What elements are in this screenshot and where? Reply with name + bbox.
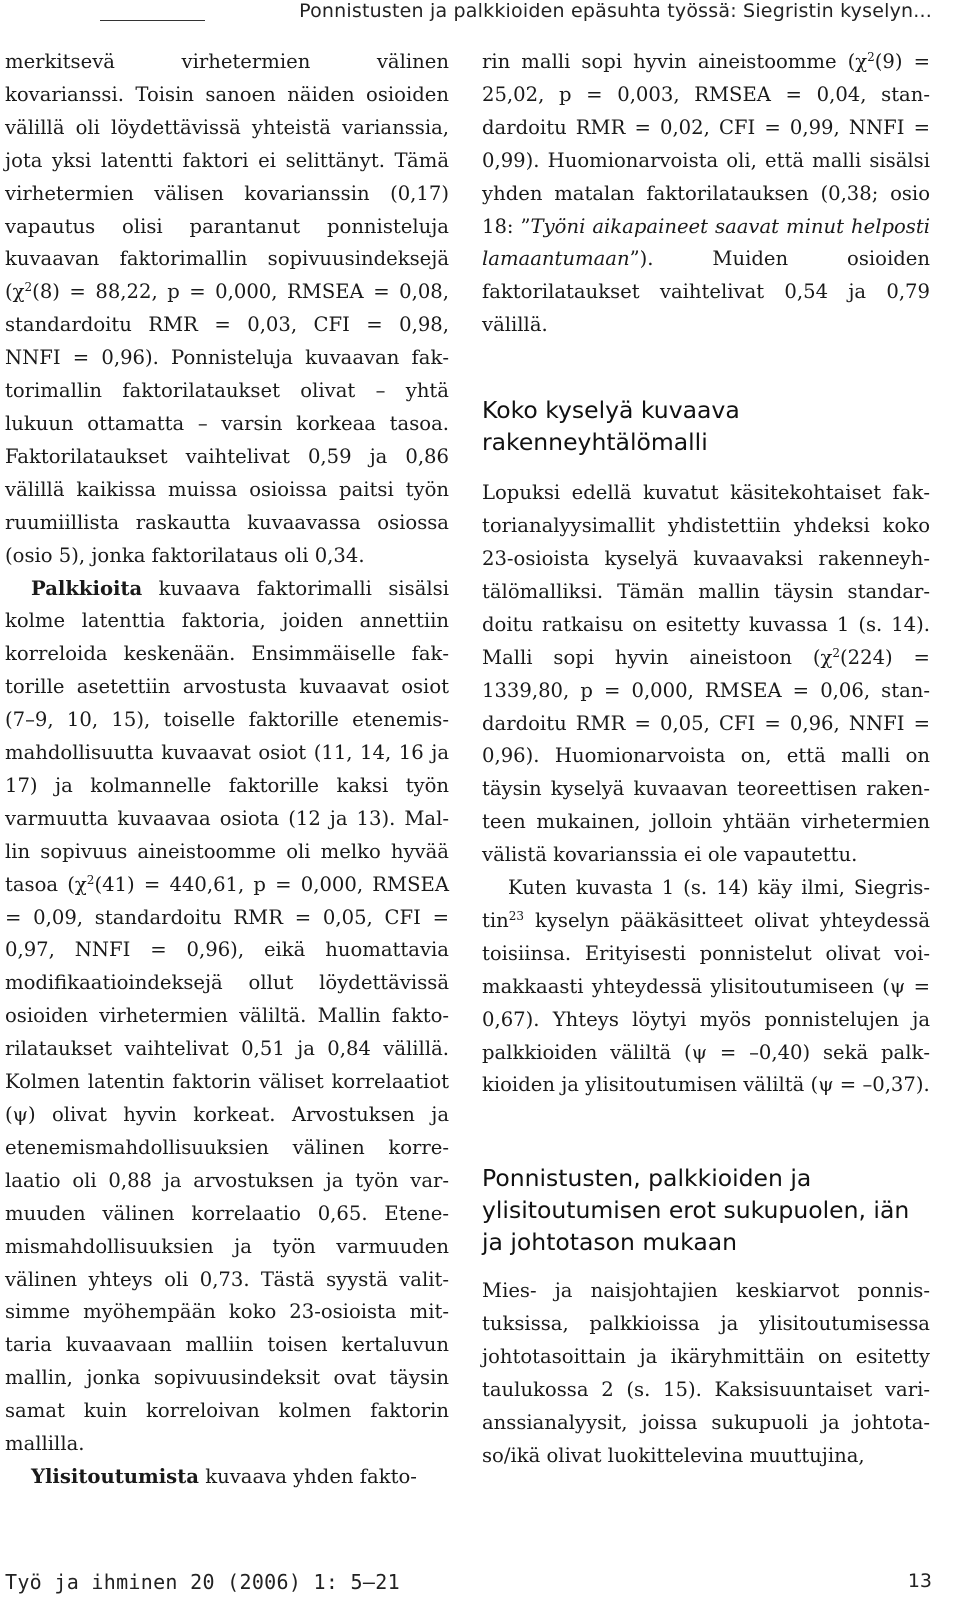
text-run: kuvaava yhden fakto- bbox=[198, 1464, 417, 1488]
text-run: ”). Muiden osioiden faktorilataukset vaihtelivat 0,54 ja 0,79 välillä. bbox=[482, 247, 930, 337]
right-column bbox=[482, 46, 930, 1473]
header-rule bbox=[100, 20, 205, 21]
text-run: (224) = 1339,80, p = 0,000, RMSEA = 0,06, standardoitu RMR = 0,05, CFI = 0,96, NNFI = 0,96). Huomionarvoista on, että malli on täysin kyselyä kuvaavan teoreettisen rakenteen mukainen, jolloin yhtään virhetermien välistä kovarianssia ei ole vapautettu. bbox=[482, 645, 930, 867]
text-run: kuvaava faktorimalli sisälsi kolme latenttia faktoria, joiden annettiin korreloida keskenään. Ensimmäiselle faktorille asetettiin arvostusta kuvaavat osiot (7–9, 10, 15), toiselle faktorille etenemismahdollisuutta kuvaavat osiot (11, 14, 16 ja 17) ja kolmannelle faktorille kaksi työn varmuutta kuvaavaa osiota (12 ja 13). Mallin sopivuus aineistoomme oli melko hyvää tasoa (χ bbox=[5, 576, 449, 896]
running-title: Ponnistusten ja palkkioiden epäsuhta työssä: Siegristin kyselyn... bbox=[299, 0, 932, 22]
superscript: 2 bbox=[24, 280, 33, 295]
text-run: merkitsevä virhetermien välinen kovarianssi. Toisin sanoen näiden osioiden välillä oli löydettävissä yhteistä varianssia, jota yksi latentti faktori ei selittänyt. Tämä virhetermien välisen kovarianssin (0,17) vapautus olisi parantanut ponnisteluja kuvaavan faktorimallin sopivuusindeksejä (χ bbox=[5, 50, 449, 304]
paragraph-palkkioita bbox=[5, 573, 449, 1461]
text-run: (8) = 88,22, p = 0,000, RMSEA = 0,08, standardoitu RMR = 0,03, CFI = 0,98, NNFI = 0,96). Ponnisteluja kuvaavan faktorimallin faktorilataukset olivat – yhtä lukuun ottamatta – varsin korkeaa tasoa. Faktorilataukset vaihtelivat 0,59 ja 0,86 välillä kaikissa muissa osioissa paitsi työn ruumiillista raskautta kuvaavassa osiossa (osio 5), jonka faktorilataus oli 0,34. bbox=[5, 280, 449, 567]
paragraph-ylisitoutuminen-malli bbox=[482, 46, 930, 342]
section-heading-erot: Ponnistusten, palkkioiden ja ylisitoutumisen erot sukupuolen, iän ja johtotason mukaan bbox=[482, 1164, 910, 1257]
superscript: 2 bbox=[86, 872, 95, 887]
superscript: 2 bbox=[867, 50, 875, 64]
term-ylisitoutumista: Ylisitoutumista bbox=[31, 1464, 199, 1488]
section-heading-rakenneyhtalomalli: Koko kyselyä kuvaava rakenneyhtälömalli bbox=[482, 396, 740, 457]
text-run: (9) = 25,02, p = 0,003, RMSEA = 0,04, standardoitu RMR = 0,02, CFI = 0,99, NNFI = 0,99). Huomionarvoista oli, että malli sisälsi yhden matalan faktorilatauksen (0,38; osio 18: ” bbox=[482, 50, 930, 238]
item-quote: Työni aikapaineet saavat minut helposti lamaantumaan bbox=[482, 214, 931, 271]
text-run: kyselyn pääkäsitteet olivat yhteydessä toisiinsa. Erityisesti ponnistelut olivat voimakkaasti yhteydessä ylisitoutumiseen (ψ = 0,67). Yhteys löytyi myös ponnistelujen ja palkkioiden väliltä (ψ = –0,40) sekä palkkioiden ja ylisitoutumisen väliltä (ψ = –0,37). bbox=[482, 908, 930, 1097]
paragraph-kuva1 bbox=[482, 872, 930, 1102]
paragraph-ponnistelut bbox=[5, 46, 449, 573]
text-run: (41) = 440,61, p = 0,000, RMSEA = 0,09, standardoitu RMR = 0,05, CFI = 0,97, NNFI = 0,96), eikä huomattavia modifikaatioindeksejä ollut löydettävissä osioiden virhetermien väliltä. Mallin faktorilataukset vaihtelivat 0,51 ja 0,84 välillä. Kolmen latentin faktorin väliset korrelaatiot (ψ) olivat hyvin korkeat. Arvostuksen ja etenemismahdollisuuksien välinen korrelaatio oli 0,88 ja arvostuksen ja työn varmuuden välinen korrelaatio 0,65. Etenemismahdollisuuksien ja työn varmuuden välinen yhteys oli 0,73. Tästä syystä valitsimme myöhempään koko 23-osioista mittaria kuvaavaan malliin toisen kertaluvun mallin, jonka sopivuusindeksit ovat täysin samat kuin korreloivan kolmen faktorin mallilla. bbox=[5, 872, 449, 1456]
page-number: 13 bbox=[907, 1570, 932, 1592]
text-run: rin malli sopi hyvin aineistoomme (χ bbox=[482, 50, 868, 73]
superscript: 2 bbox=[832, 645, 841, 660]
term-palkkioita: Palkkioita bbox=[31, 576, 143, 600]
text-run: Lopuksi edellä kuvatut käsitekohtaiset faktorianalyysimallit yhdistettiin yhdeksi koko 23-osioista kyselyä kuvaavaksi rakenneyhtälömalliksi. Tämän mallin täysin standardoitu ratkaisu on esitetty kuvassa 1 (s. 14). Malli sopi hyvin aineistoon (χ bbox=[482, 481, 930, 669]
paragraph-ylisitoutumista bbox=[5, 1461, 449, 1494]
left-column bbox=[5, 46, 449, 1494]
citation-superscript: 23 bbox=[508, 908, 525, 923]
paragraph-keskiarvot: Mies- ja naisjohtajien keskiarvot ponnistuksissa, palkkioissa ja ylisitoutumisessa johtotasoittain ja ikäryhmittäin on esitetty taulukossa 2 (s. 15). Kaksisuuntaiset varianssianalyysit, joissa sukupuoli ja johtotaso/ikä olivat luokittelevina muuttujina, bbox=[482, 1279, 930, 1467]
paragraph-rakenneyhtalomalli bbox=[482, 477, 930, 872]
text-run: Kuten kuvasta 1 (s. 14) käy ilmi, Siegristin bbox=[482, 876, 930, 932]
journal-citation: Työ ja ihminen 20 (2006) 1: 5—21 bbox=[5, 1570, 400, 1594]
